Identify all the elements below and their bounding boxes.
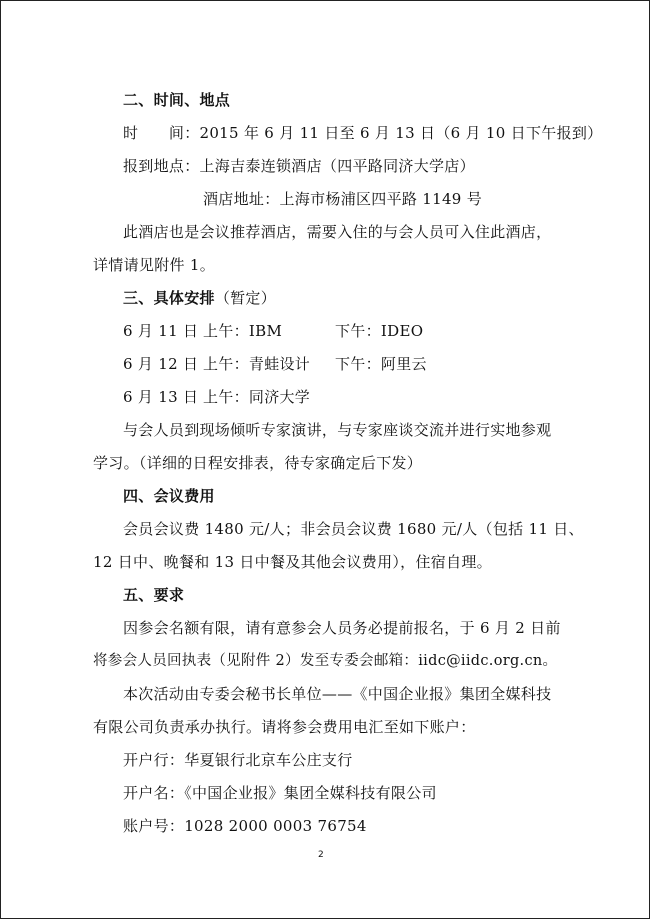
page-number: 2 (318, 850, 324, 860)
section-3-heading-row (123, 288, 276, 308)
hotel-address-line: 酒店地址：上海市杨浦区四平路 1149 号 (203, 190, 483, 208)
schedule-desc-line-1: 与会人员到现场倾听专家演讲，与专家座谈交流并进行实地参观 (123, 421, 552, 439)
section-5-heading: 五、要求 (123, 586, 185, 604)
schedule-date: 6 月 13 日 (123, 388, 199, 406)
section-3-heading-note: （暂定） (214, 289, 277, 307)
organizer-line-2: 有限公司负责承办执行。请将参会费用电汇至如下账户： (93, 718, 476, 736)
section-2-heading: 二、时间、地点 (123, 91, 231, 109)
schedule-afternoon: 下午：阿里云 (335, 355, 427, 373)
schedule-date: 6 月 11 日 (123, 322, 199, 340)
schedule-desc-line-2: 学习。（详细的日程安排表，待专家确定后下发） (93, 454, 423, 472)
fee-line-1: 会员会议费 1480 元/人；非会员会议费 1680 元/人（包括 11 日、 (123, 520, 584, 538)
account-number-line: 账户号：1028 2000 0003 76754 (123, 817, 367, 835)
schedule-morning: 上午：IBM (203, 322, 283, 340)
schedule-row (123, 321, 543, 341)
section-3-heading: 三、具体安排 (123, 289, 215, 307)
schedule-row (123, 387, 543, 407)
section-4-heading: 四、会议费用 (123, 487, 215, 505)
organizer-line-1: 本次活动由专委会秘书长单位——《中国企业报》集团全媒科技 (123, 685, 552, 703)
schedule-morning: 上午：青蛙设计 (203, 355, 311, 373)
requirement-line-1: 因参会名额有限，请有意参会人员务必提前报名，于 6 月 2 日前 (123, 619, 561, 637)
requirement-line-2: 将参会人员回执表（见附件 2）发至专委会邮箱：iidc@iidc.org.cn。 (93, 653, 558, 669)
account-name-line: 开户名：《中国企业报》集团全媒科技有限公司 (123, 784, 437, 802)
schedule-row (123, 354, 543, 374)
venue-line: 报到地点：上海吉泰连锁酒店（四平路同济大学店） (123, 157, 475, 175)
time-line: 时 间：2015 年 6 月 11 日至 6 月 13 日（6 月 10 日下午报到） (123, 124, 603, 142)
hotel-note-line-1: 此酒店也是会议推荐酒店，需要入住的与会人员可入住此酒店， (123, 223, 552, 241)
schedule-morning: 上午：同济大学 (203, 388, 311, 406)
bank-line: 开户行：华夏银行北京车公庄支行 (123, 751, 353, 769)
fee-line-2: 12 日中、晚餐和 13 日中餐及其他会议费用），住宿自理。 (93, 553, 492, 571)
schedule-afternoon: 下午：IDEO (335, 322, 424, 340)
hotel-note-line-2: 详情请见附件 1。 (93, 256, 216, 274)
schedule-date: 6 月 12 日 (123, 355, 199, 373)
